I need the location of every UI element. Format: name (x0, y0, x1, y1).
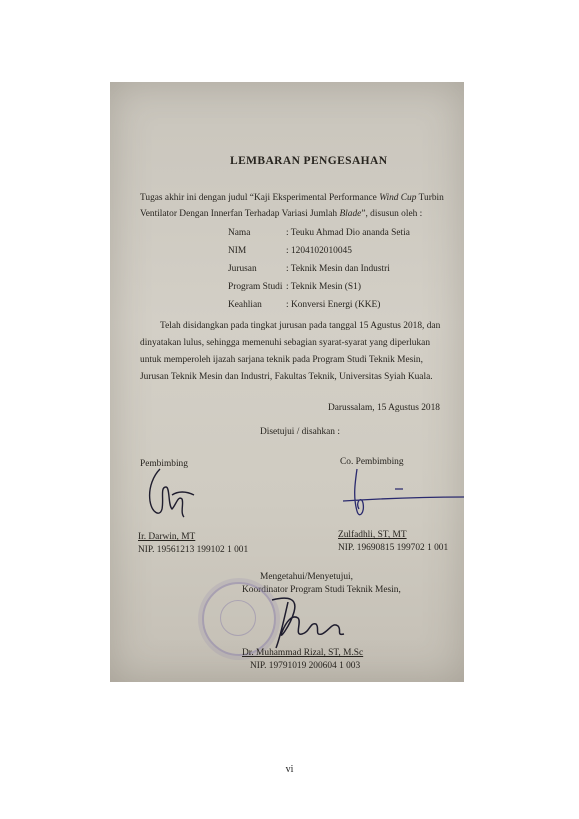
coadvisor-label: Co. Pembimbing (340, 457, 404, 467)
advisor-name: Ir. Darwin, MT (138, 532, 196, 542)
intro-text-1: Tugas akhir ini dengan judul “Kaji Eksperimental Performance (140, 193, 380, 203)
document-photo (110, 82, 464, 682)
coordinator-title: Koordinator Program Studi Teknik Mesin, (242, 585, 401, 595)
coordinator-name: Dr. Muhammad Rizal, ST, M.Sc (242, 648, 364, 658)
place-date: Darussalam, 15 Agustus 2018 (328, 403, 440, 413)
coadvisor-signature (335, 467, 464, 529)
field-value-keahlian: : Konversi Energi (KKE) (286, 300, 381, 310)
coordinator-nip: NIP. 19791019 200604 1 003 (250, 661, 361, 671)
field-label-nama: Nama (228, 228, 251, 238)
intro-text-2-end: ”, disusun oleh : (361, 209, 423, 219)
advisor-nip: NIP. 19561213 199102 1 001 (138, 545, 249, 555)
field-value-jurusan: : Teknik Mesin dan Industri (286, 264, 390, 274)
coadvisor-name: Zulfadhli, ST, MT (338, 530, 407, 540)
paragraph-line-2: dinyatakan lulus, sehingga memenuhi sebagian syarat-syarat yang diperlukan (140, 338, 431, 348)
field-label-jurusan: Jurusan (228, 264, 257, 274)
approved-label: Disetujui / disahkan : (260, 427, 340, 437)
page-title: LEMBARAN PENGESAHAN (230, 155, 388, 167)
field-label-nim: NIM (228, 246, 247, 256)
intro-italic-2: Blade (339, 209, 362, 219)
paragraph-line-4: Jurusan Teknik Mesin dan Industri, Fakultas Teknik, Universitas Syiah Kuala. (140, 372, 433, 382)
acknowledge-label: Mengetahui/Menyetujui, (260, 572, 353, 582)
paragraph-line-3: untuk memperoleh ijazah sarjana teknik pada Program Studi Teknik Mesin, (140, 355, 423, 365)
coadvisor-nip: NIP. 19690815 199702 1 001 (338, 543, 449, 553)
field-value-nim: : 1204102010045 (286, 246, 352, 256)
field-label-prodi: Program Studi (228, 282, 283, 292)
coordinator-signature (258, 592, 368, 652)
field-label-keahlian: Keahlian (228, 300, 262, 310)
intro-italic-1: Wind Cup (379, 193, 417, 203)
intro-text-2: Ventilator Dengan Innerfan Terhadap Variasi Jumlah (140, 209, 340, 219)
field-value-prodi: : Teknik Mesin (S1) (286, 282, 361, 292)
advisor-signature (138, 465, 208, 529)
paragraph-line-1: Telah disidangkan pada tingkat jurusan pada tanggal 15 Agustus 2018, dan (160, 321, 441, 331)
field-value-nama: : Teuku Ahmad Dio ananda Setia (286, 228, 410, 238)
intro-line-2 (140, 208, 422, 220)
stamp-center-ring (220, 600, 256, 636)
intro-text-1-end: Turbin (416, 193, 444, 203)
page-number: vi (285, 764, 294, 775)
advisor-label: Pembimbing (140, 459, 188, 469)
intro-line-1 (140, 192, 444, 204)
